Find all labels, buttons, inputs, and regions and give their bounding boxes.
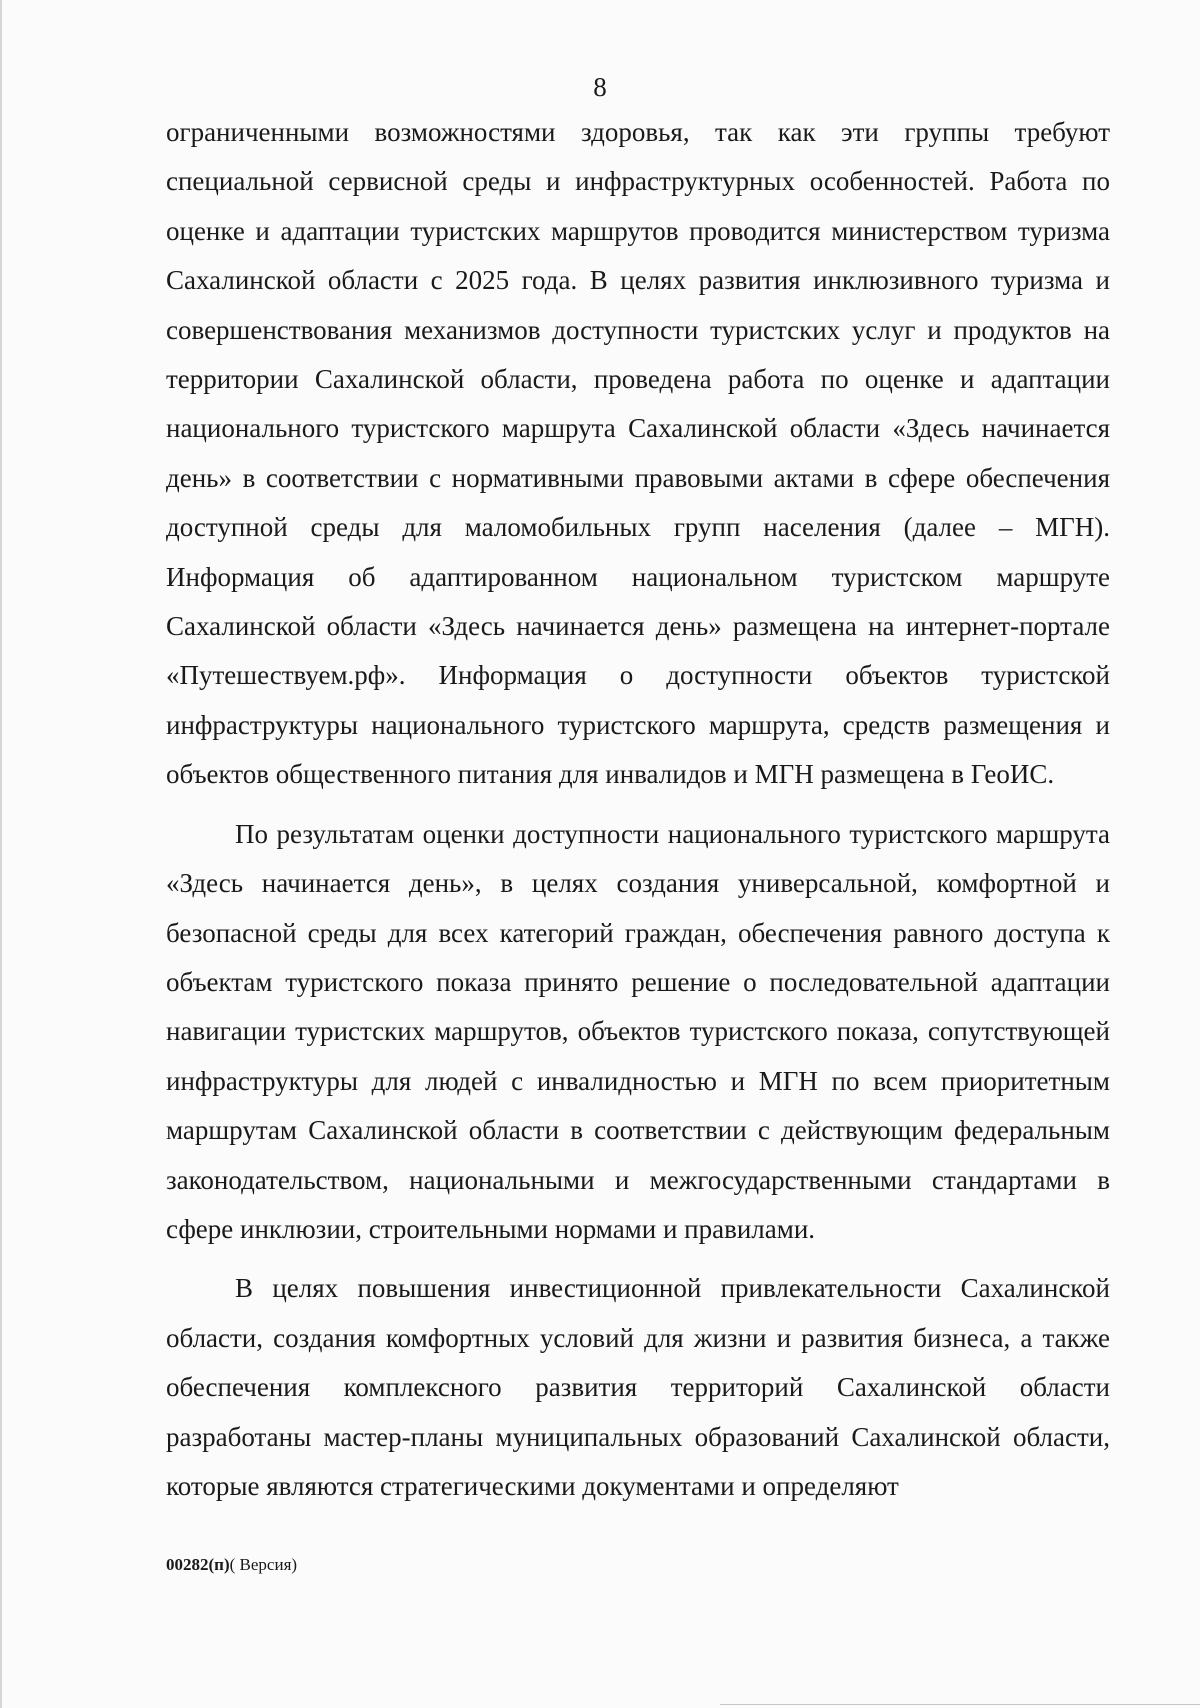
scan-bottom-edge	[720, 1704, 1200, 1705]
document-code: 00282(п)	[166, 1555, 230, 1574]
document-body	[166, 108, 1110, 1511]
page-number: 8	[593, 72, 607, 102]
document-footer-code	[166, 1554, 297, 1576]
document-version: ( Версия)	[229, 1555, 298, 1574]
paragraph-continuation: ограниченными возможностями здоровья, так как эти группы требуют специальной сервисной среды и инфраструктурных особенностей. Работа по оценке и адаптации туристских маршрутов проводится министерством туризма Сахалинской области с 2025 года. В целях развития инклюзивного туризма и совершенствования механизмов доступности туристских услуг и продуктов на территории Сахалинской области, проведена работа по оценке и адаптации национального туристского маршрута Сахалинской области «Здесь начинается день» в соответствии с нормативными правовыми актами в сфере обеспечения доступной среды для маломобильных групп населения (далее – МГН). Информация об адаптированном национальном туристском маршруте Сахалинской области «Здесь начинается день» размещена на интернет-портале «Путешествуем.рф». Информация о доступности объектов туристской инфраструктуры национального туристского маршрута, средств размещения и объектов общественного питания для инвалидов и МГН размещена в ГеоИС.	[166, 117, 1110, 790]
paragraph-investment-master-plans: В целях повышения инвестиционной привлекательности Сахалинской области, создания комфортных условий для жизни и развития бизнеса, а также обеспечения комплексного развития территорий Сахалинской области разработаны мастер-планы муниципальных образований Сахалинской области, которые являются стратегическими документами и определяют	[166, 1273, 1110, 1501]
scan-edge	[0, 0, 2, 1708]
paragraph-accessibility-results: По результатам оценки доступности национального туристского маршрута «Здесь начинается день», в целях создания универсальной, комфортной и безопасной среды для всех категорий граждан, обеспечения равного доступа к объектам туристского показа принято решение о последовательной адаптации навигации туристских маршрутов, объектов туристского показа, сопутствующей инфраструктуры для людей с инвалидностью и МГН по всем приоритетным маршрутам Сахалинской области в соответствии с действующим федеральным законодательством, национальными и межгосударственными стандартами в сфере инклюзии, строительными нормами и правилами.	[166, 818, 1110, 1244]
